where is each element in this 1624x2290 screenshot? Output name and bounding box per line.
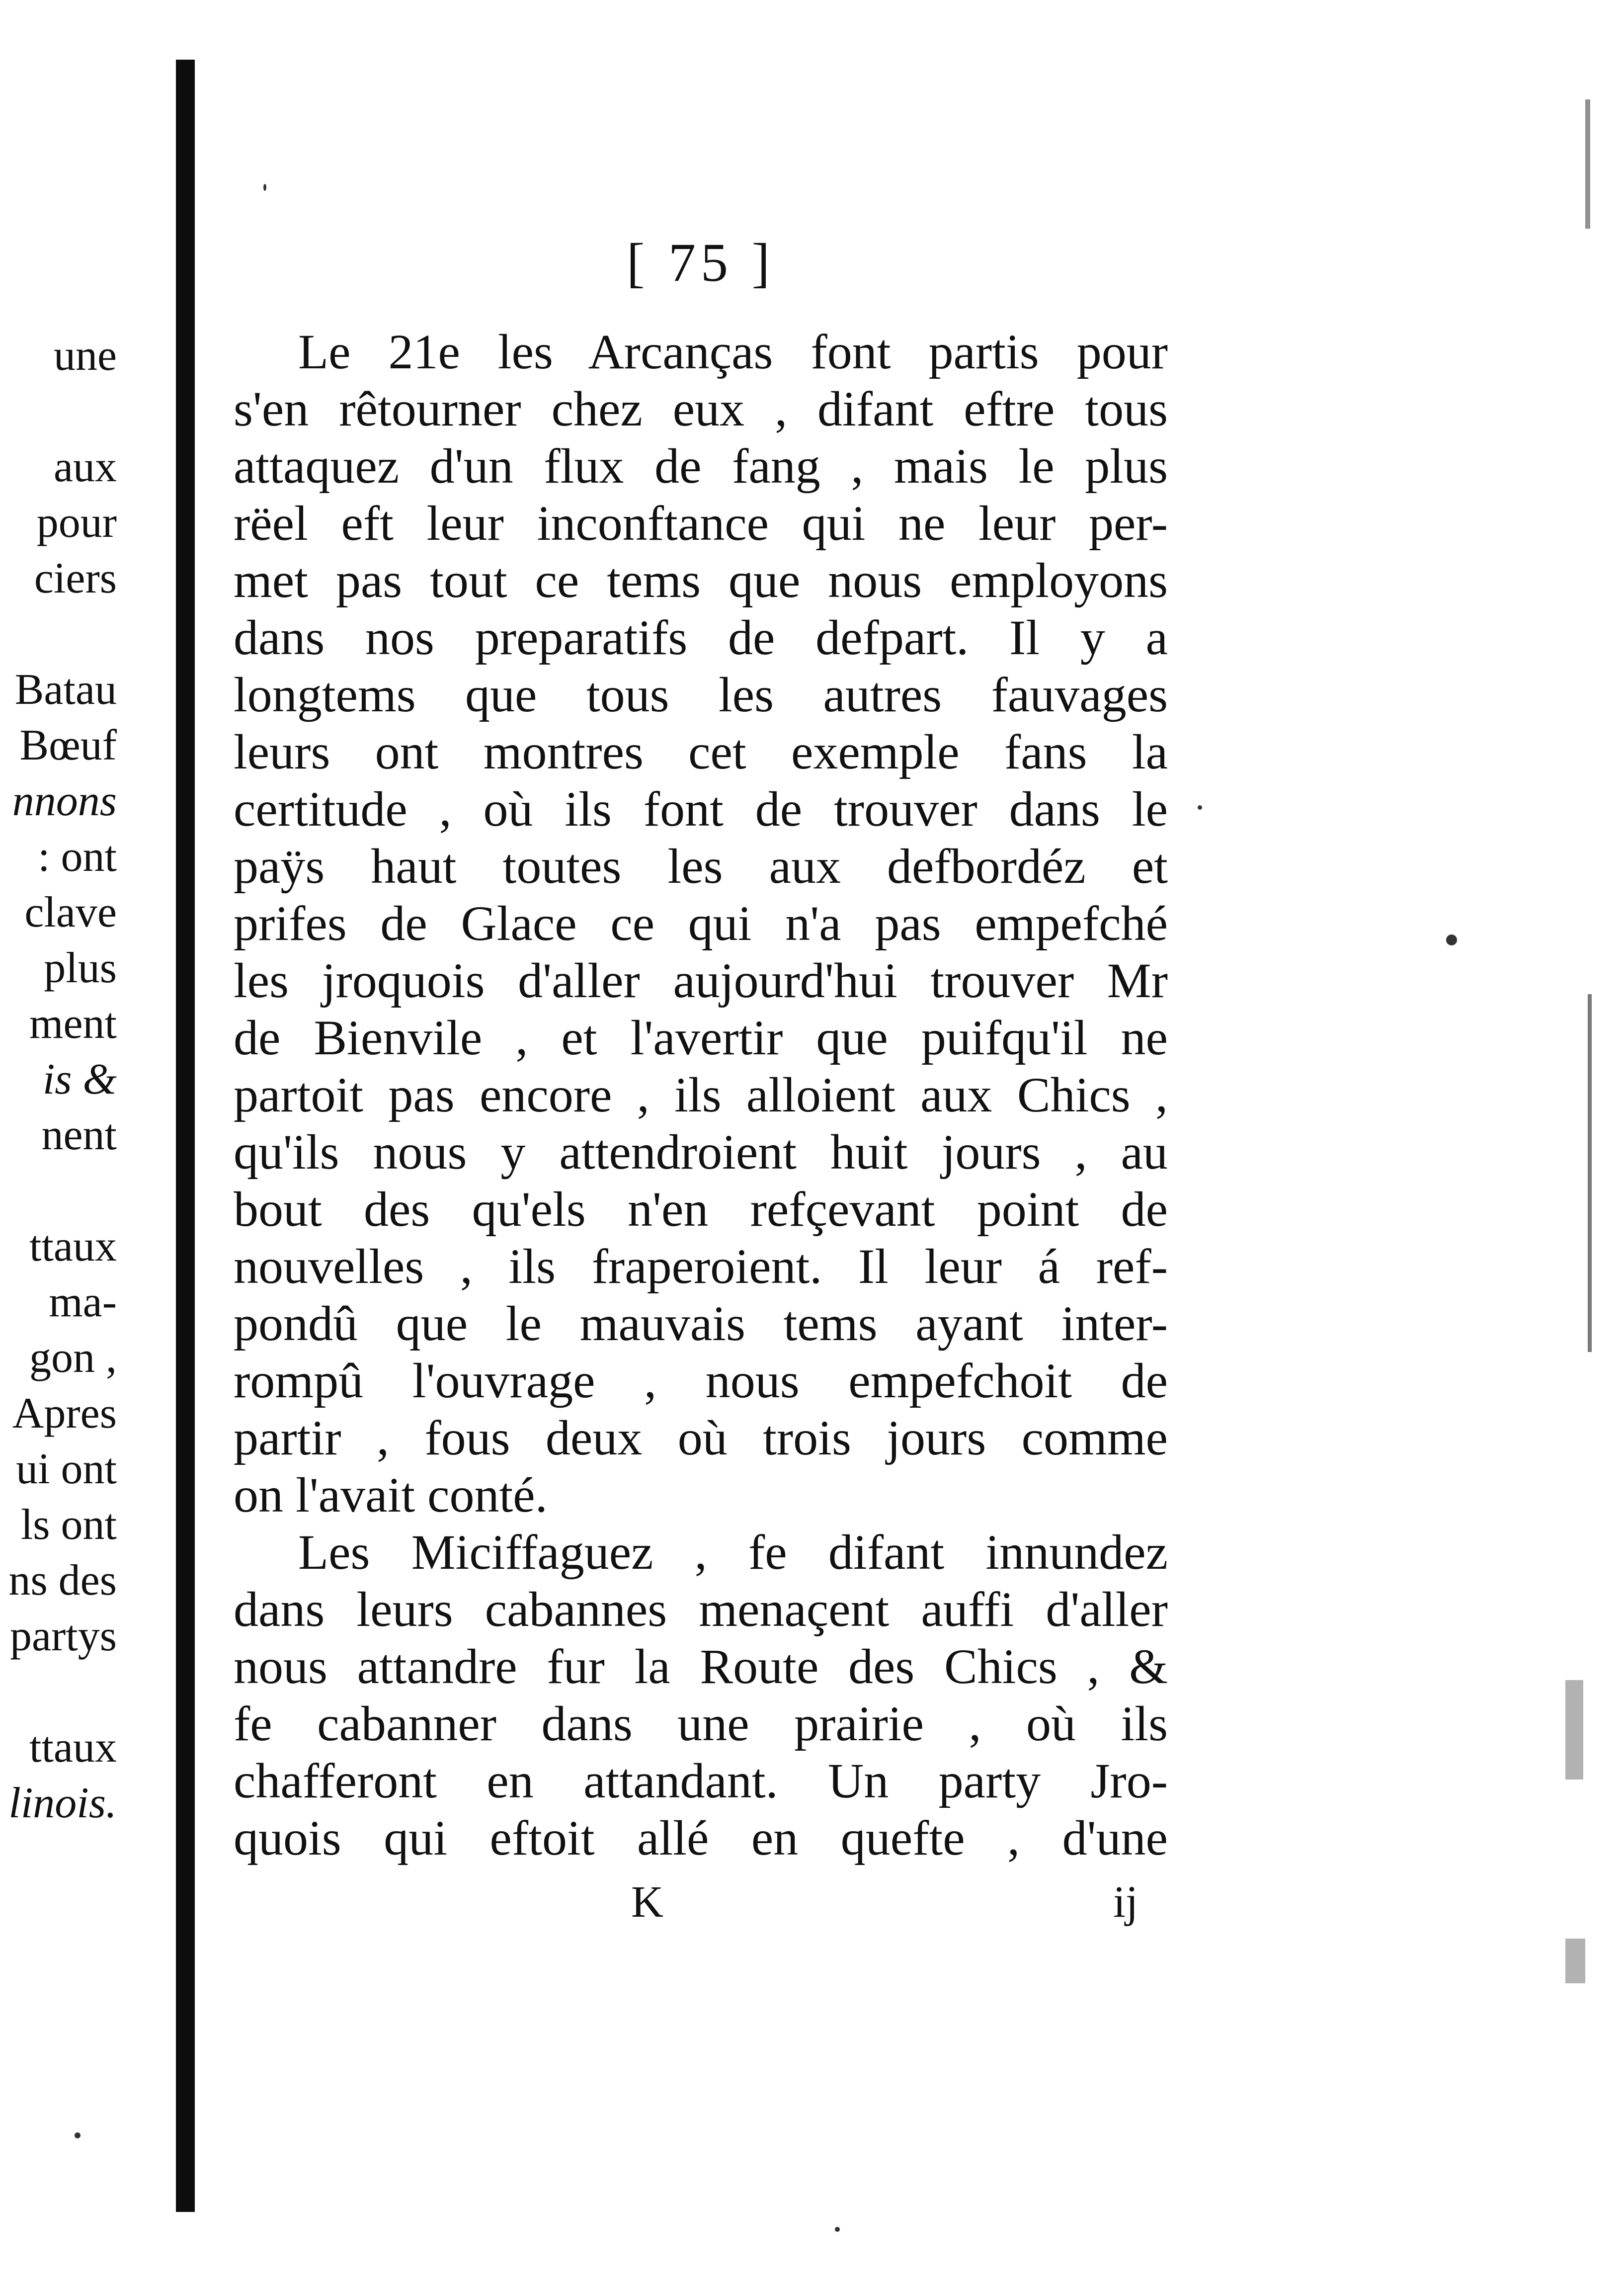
text-line: longtems que tous les autres fauvages <box>234 667 1168 722</box>
gutter-rule <box>176 60 195 2212</box>
text-line: rompû l'ouvrage , nous empefchoit de <box>234 1353 1168 1408</box>
text-line: les jroquois d'aller aujourd'hui trouver Mr <box>234 953 1168 1008</box>
fragment-line: Batau <box>14 666 117 714</box>
fragment-line <box>0 384 117 439</box>
text-line: partir , fous deux où trois jours comme <box>234 1410 1168 1465</box>
text-line: s'en rêtourner chez eux , difant eftre tous <box>234 381 1168 436</box>
fragment-line: ciers <box>34 554 117 602</box>
edge-mark <box>1585 99 1590 229</box>
speck <box>1446 934 1457 945</box>
text-line: dans nos preparatifs de defpart. Il y a <box>234 610 1168 665</box>
footer-signature <box>631 1876 1138 1928</box>
fragment-line: : ont <box>38 833 117 881</box>
speck <box>263 184 266 191</box>
text-line: met pas tout ce tems que nous employons <box>234 553 1168 608</box>
text-line: on l'avait conté. <box>234 1467 548 1523</box>
fragment-line: is & <box>42 1055 117 1103</box>
text-line: nous attandre fur la Route des Chics , & <box>234 1639 1168 1694</box>
fragment-line: ment <box>29 1000 117 1048</box>
text-line: nouvelles , ils fraperoient. Il leur á ref- <box>234 1239 1168 1294</box>
speck <box>835 2227 840 2232</box>
fragment-line: ttaux <box>29 1222 117 1271</box>
fragment-line: une <box>53 332 117 380</box>
text-line: fe cabanner dans une prairie , où ils <box>234 1696 1168 1751</box>
speck <box>75 2132 81 2138</box>
text-line: rëel eft leur inconftance qui ne leur per- <box>234 496 1168 551</box>
text-line: pondû que le mauvais tems ayant inter- <box>234 1296 1168 1351</box>
signature-mark-2: ij <box>1113 1877 1138 1927</box>
fragment-line <box>0 1163 117 1219</box>
signature-mark: K <box>631 1877 663 1927</box>
text-line: Le 21e les Arcanças font partis pour <box>298 324 1168 379</box>
page-number: [ 75 ] <box>626 232 775 293</box>
fragment-line: pour <box>36 499 117 547</box>
text-line: qu'ils nous y attendroient huit jours , au <box>234 1124 1168 1180</box>
text-line: partoit pas encore , ils alloient aux Chics , <box>234 1067 1168 1122</box>
fragment-line: Bœuf <box>19 721 117 769</box>
fragment-line: ls ont <box>20 1501 117 1549</box>
fragment-line: Apres <box>12 1389 117 1438</box>
text-line: certitude , où ils font de trouver dans le <box>234 781 1168 837</box>
text-line: leurs ont montres cet exemple fans la <box>234 724 1168 779</box>
edge-mark <box>1565 1939 1585 1983</box>
text-line: bout des qu'els n'en refçevant point de <box>234 1182 1168 1237</box>
fragment-line <box>0 606 117 662</box>
text-line: chafferont en attandant. Un party Jro- <box>234 1753 1168 1808</box>
fragment-line: linois. <box>8 1779 117 1827</box>
text-line: quois qui eftoit allé en quefte , d'une <box>234 1810 1168 1866</box>
fragment-line: ns des <box>8 1556 117 1605</box>
text-line: dans leurs cabannes menaçent auffi d'aller <box>234 1582 1168 1637</box>
fragment-line: gon , <box>29 1334 117 1382</box>
text-line: prifes de Glace ce qui n'a pas empefché <box>234 896 1168 951</box>
edge-mark <box>1588 994 1592 1352</box>
text-line: Les Miciffaguez , fe difant innundez <box>298 1525 1168 1580</box>
fragment-line: aux <box>53 443 117 491</box>
fragment-line: ttaux <box>29 1723 117 1772</box>
fragment-line <box>0 1664 117 1720</box>
fragment-line: ma- <box>49 1278 117 1326</box>
fragment-line: ui ont <box>16 1445 117 1493</box>
text-line: attaquez d'un flux de fang , mais le plus <box>234 438 1168 494</box>
text-line: de Bienvile , et l'avertir que puifqu'il ne <box>234 1010 1168 1065</box>
fragment-line: clave <box>24 888 117 936</box>
fragment-line: nnons <box>12 777 117 825</box>
left-page-fragment <box>0 328 117 1831</box>
speck <box>1198 805 1202 810</box>
body-text <box>234 323 1168 1866</box>
fragment-line: nent <box>41 1111 117 1159</box>
edge-mark <box>1565 1680 1583 1780</box>
fragment-line: plus <box>44 944 117 992</box>
text-line: paÿs haut toutes les aux defbordéz et <box>234 839 1168 894</box>
fragment-line: partys <box>9 1612 117 1660</box>
